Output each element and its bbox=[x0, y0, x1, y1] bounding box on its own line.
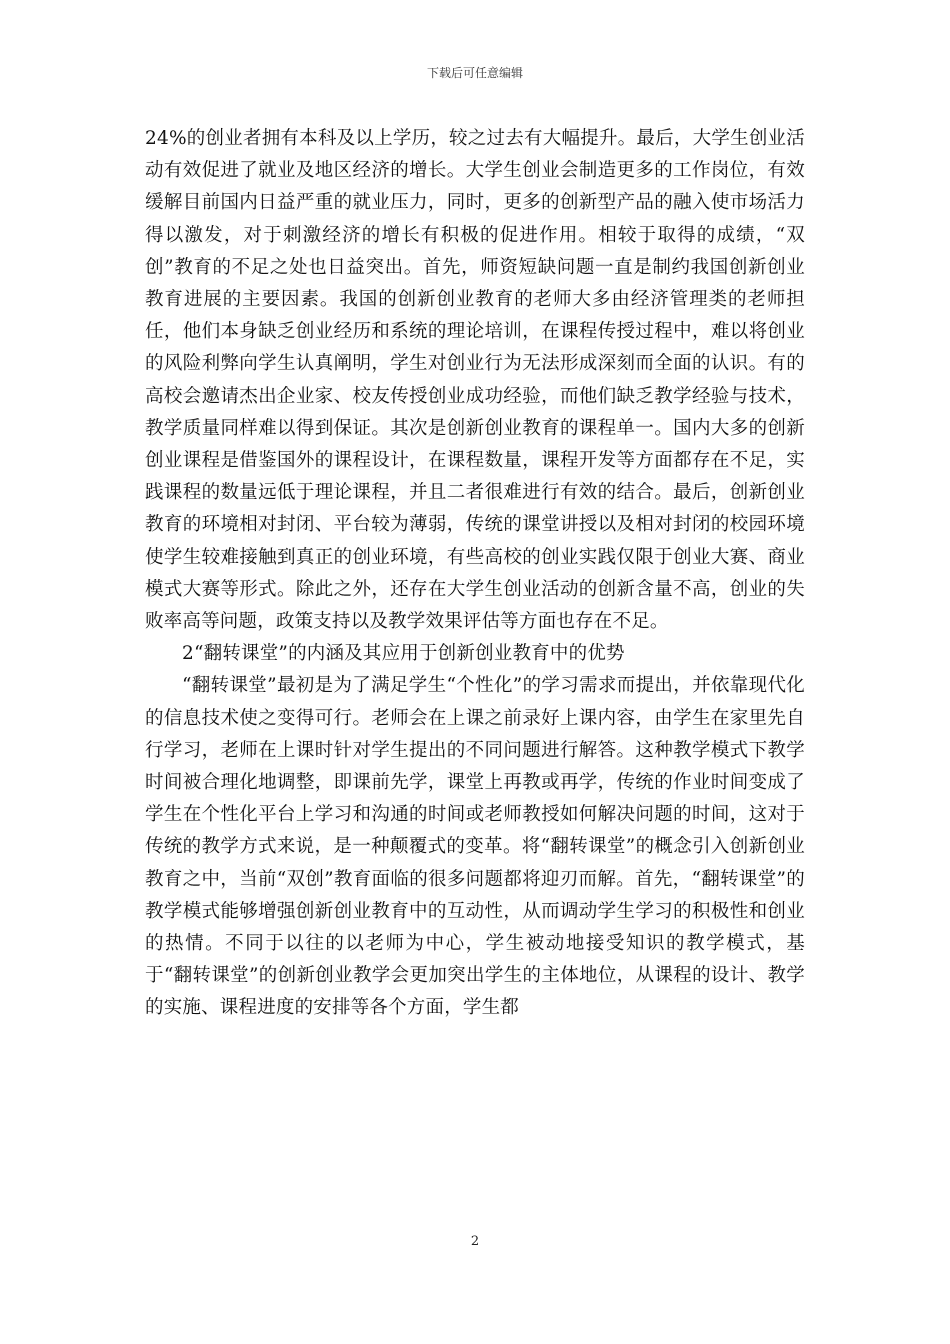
paragraph-continuation: 24%的创业者拥有本科及以上学历，较之过去有大幅提升。最后，大学生创业活动有效促进了就业及地区经济的增长。大学生创业会制造更多的工作岗位，有效缓解目前国内日益严重的就业压力，同时，更多的创新型产品的融入使市场活力得以激发，对于刺激经济的增长有积极的促进作用。相较于取得的成绩，“双创”教育的不足之处也日益突出。首先，师资短缺问题一直是制约我国创新创业教育进展的主要因素。我国的创新创业教育的老师大多由经济管理类的老师担任，他们本身缺乏创业经历和系统的理论培训，在课程传授过程中，难以将创业的风险利弊向学生认真阐明，学生对创业行为无法形成深刻而全面的认识。有的高校会邀请杰出企业家、校友传授创业成功经验，而他们缺乏教学经验与技术，教学质量同样难以得到保证。其次是创新创业教育的课程单一。国内大多的创新创业课程是借鉴国外的课程设计，在课程数量，课程开发等方面都存在不足，实践课程的数量远低于理论课程，并且二者很难进行有效的结合。最后，创新创业教育的环境相对封闭、平台较为薄弱，传统的课堂讲授以及相对封闭的校园环境使学生较难接触到真正的创业环境，有些高校的创业实践仅限于创业大赛、商业模式大赛等形式。除此之外，还存在大学生创业活动的创新含量不高，创业的失败率高等问题，政策支持以及教学效果评估等方面也存在不足。 bbox=[145, 128, 805, 633]
document-body bbox=[145, 123, 805, 1025]
page-header-note: 下载后可任意编辑 bbox=[426, 66, 523, 80]
section-heading: 2“翻转课堂”的内涵及其应用于创新创业教育中的优势 bbox=[182, 643, 625, 665]
paragraph-flipped-classroom: “翻转课堂”最初是为了满足学生“个性化”的学习需求而提出，并依靠现代化的信息技术使之变得可行。老师会在上课之前录好上课内容，由学生在家里先自行学习，老师在上课时针对学生提出的不同问题进行解答。这种教学模式下教学时间被合理化地调整，即课前先学，课堂上再教或再学，传统的作业时间变成了学生在个性化平台上学习和沟通的时间或老师教授如何解决问题的时间，这对于传统的教学方式来说，是一种颠覆式的变革。将“翻转课堂”的概念引入创新创业教育之中，当前“双创”教育面临的很多问题都将迎刃而解。首先，“翻转课堂”的教学模式能够增强创新创业教育中的互动性，从而调动学生学习的积极性和创业的热情。不同于以往的以老师为中心，学生被动地接受知识的教学模式，基于“翻转课堂”的创新创业教学会更加突出学生的主体地位，从课程的设计、教学的实施、课程进度的安排等各个方面，学生都 bbox=[145, 675, 805, 1019]
page-number: 2 bbox=[470, 1234, 480, 1249]
